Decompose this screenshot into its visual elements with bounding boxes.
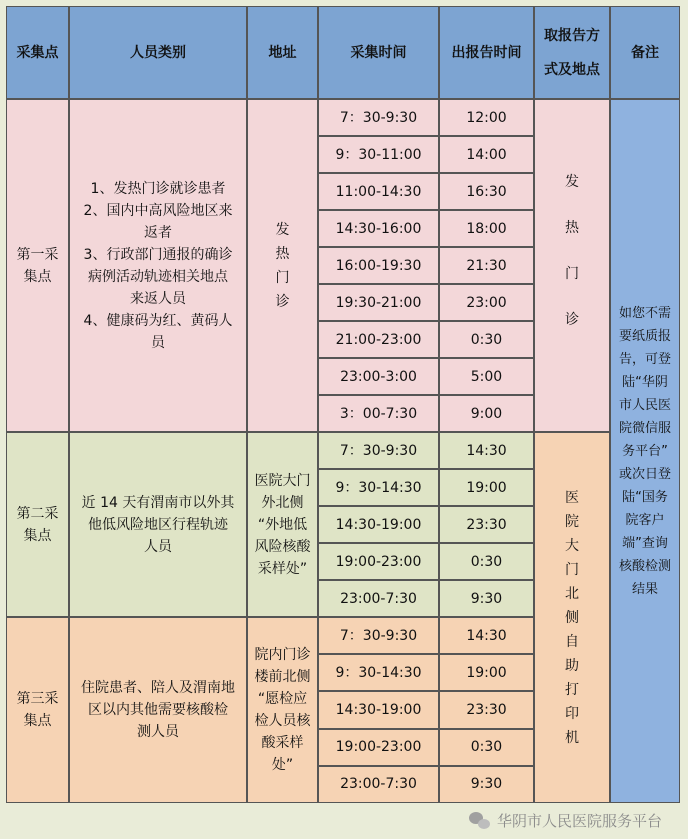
site2-name: 第二采 集点 [6, 432, 69, 617]
site2-time-cell: 7：30-9:30 [318, 432, 439, 469]
site3-time-cell: 7：30-9:30 [318, 617, 439, 654]
header-category: 人员类别 [69, 6, 247, 99]
site2-report-cell: 14:30 [439, 432, 534, 469]
site1-report-cell: 5:00 [439, 358, 534, 395]
site3-report-cell: 19:00 [439, 654, 534, 691]
site3-report-cell: 14:30 [439, 617, 534, 654]
header-time: 采集时间 [318, 6, 439, 99]
site2-time-cell: 14:30-19:00 [318, 506, 439, 543]
site2-time-cell: 23:00-7:30 [318, 580, 439, 617]
site1-report-cell: 23:00 [439, 284, 534, 321]
wechat-icon [469, 812, 491, 830]
site1-report-cell: 9:00 [439, 395, 534, 432]
site1-time-cell: 7：30-9:30 [318, 99, 439, 136]
watermark-text: 华阴市人民医院服务平台 [496, 812, 662, 830]
site2-report-cell: 0:30 [439, 543, 534, 580]
site1-time-cell: 16:00-19:30 [318, 247, 439, 284]
site3-name: 第三采 集点 [6, 617, 69, 803]
site2-address: 医院大门 外北侧 “外地低 风险核酸 采样处” [247, 432, 318, 617]
site1-time-cell: 23:00-3:00 [318, 358, 439, 395]
site3-report-cell: 0:30 [439, 729, 534, 766]
site3-time-cell: 19:00-23:00 [318, 729, 439, 766]
note-cell: 如您不需 要纸质报 告，可登 陆“华阴 市人民医 院微信服 务平台” 或次日登 陆“国务 院客户 端”查询 核酸检测 结果 [610, 99, 680, 803]
header-address: 地址 [247, 6, 318, 99]
header-pickup-line1: 取报告方 [544, 27, 600, 44]
site1-category: 1、发热门诊就诊患者 2、国内中高风险地区来 返者 3、行政部门通报的确诊 病例活动轨迹相关地点 来返人员 4、健康码为红、黄码人 员 [69, 99, 247, 432]
header-pickup [534, 6, 610, 99]
site1-address: 发 热 门 诊 [247, 99, 318, 432]
site3-report-cell: 9:30 [439, 766, 534, 803]
watermark [469, 810, 662, 831]
site3-report-cell: 23:30 [439, 691, 534, 728]
site1-name: 第一采 集点 [6, 99, 69, 432]
site1-time-cell: 11:00-14:30 [318, 173, 439, 210]
site3-time-cell: 14:30-19:00 [318, 691, 439, 728]
site1-report-cell: 21:30 [439, 247, 534, 284]
site1-time-cell: 3：00-7:30 [318, 395, 439, 432]
site1-report-cell: 0:30 [439, 321, 534, 358]
site1-time-cell: 9：30-11:00 [318, 136, 439, 173]
header-note: 备注 [610, 6, 680, 99]
site1-report-cell: 14:00 [439, 136, 534, 173]
header-report-time: 出报告时间 [439, 6, 534, 99]
site1-report-cell: 12:00 [439, 99, 534, 136]
site2-time-cell: 19:00-23:00 [318, 543, 439, 580]
site2-category: 近 14 天有渭南市以外其 他低风险地区行程轨迹 人员 [69, 432, 247, 617]
site2-time-cell: 9：30-14:30 [318, 469, 439, 506]
sampling-schedule-table [6, 6, 680, 803]
site3-time-cell: 23:00-7:30 [318, 766, 439, 803]
header-pickup-line2: 式及地点 [544, 61, 600, 78]
site2-report-cell: 19:00 [439, 469, 534, 506]
site3-category: 住院患者、陪人及渭南地 区以内其他需要核酸检 测人员 [69, 617, 247, 803]
site2-report-cell: 9:30 [439, 580, 534, 617]
site23-pickup: 医 院 大 门 北 侧 自 助 打 印 机 [534, 432, 610, 803]
site1-time-cell: 21:00-23:00 [318, 321, 439, 358]
site3-address: 院内门诊 楼前北侧 “愿检应 检人员核 酸采样 处” [247, 617, 318, 803]
header-site: 采集点 [6, 6, 69, 99]
site1-report-cell: 18:00 [439, 210, 534, 247]
site1-pickup: 发 热 门 诊 [534, 99, 610, 432]
site1-report-cell: 16:30 [439, 173, 534, 210]
site2-report-cell: 23:30 [439, 506, 534, 543]
site1-time-cell: 19:30-21:00 [318, 284, 439, 321]
site3-time-cell: 9：30-14:30 [318, 654, 439, 691]
site1-time-cell: 14:30-16:00 [318, 210, 439, 247]
